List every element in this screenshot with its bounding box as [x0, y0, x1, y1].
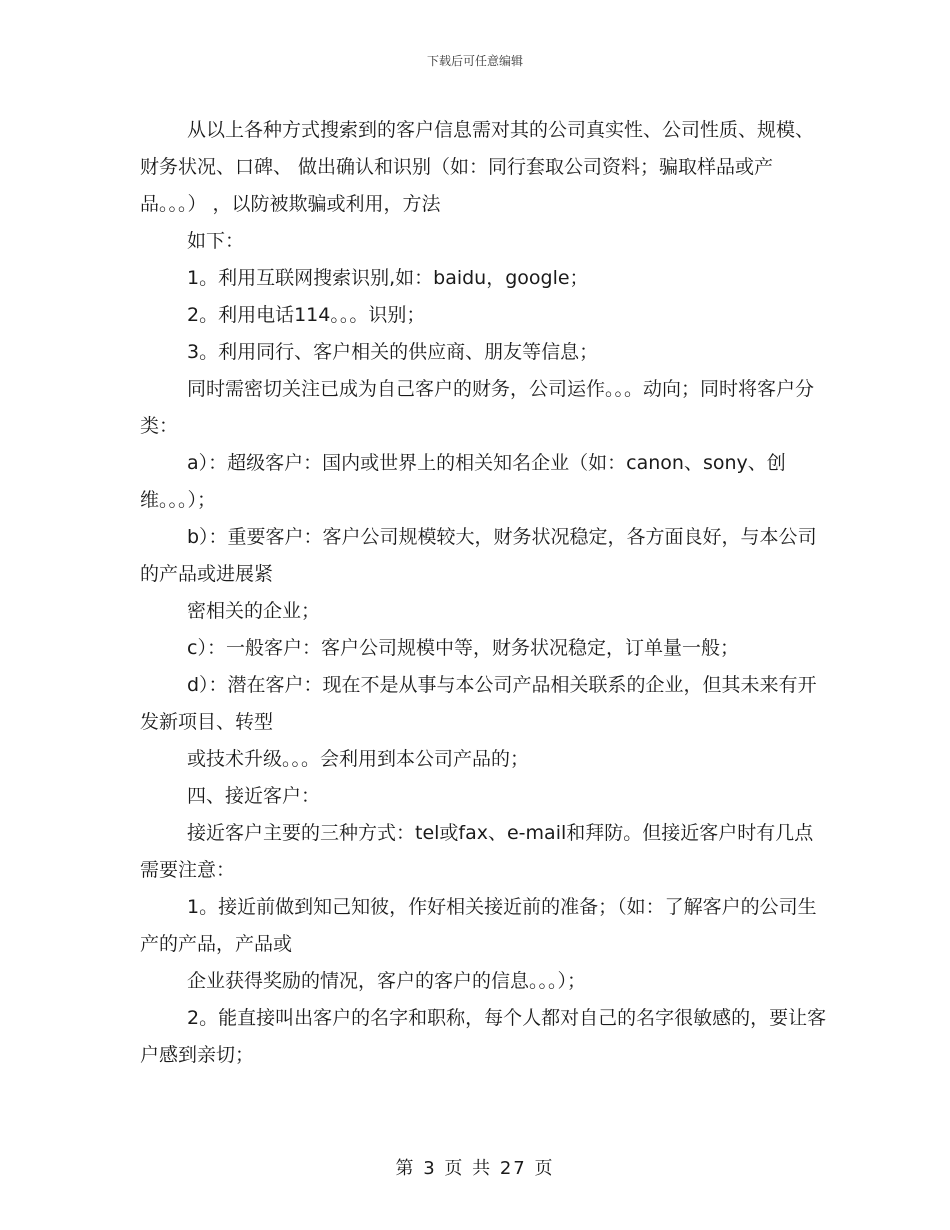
paragraph: 企业获得奖励的情况，客户的客户的信息。。。）； [187, 970, 587, 992]
paragraph: a）：超级客户：国内或世界上的相关知名企业（如：canon、sony、创维。。。）； [140, 452, 786, 511]
section-heading: 四、接近客户： [187, 785, 321, 807]
paragraph: b）：重要客户：客户公司规模较大，财务状况稳定，各方面良好，与本公司的产品或进展紧 [140, 526, 817, 585]
paragraph: d）：潜在客户：现在不是从事与本公司产品相关联系的企业，但其未来有开发新项目、转型 [140, 674, 817, 733]
page-number: 第 3 页 共 27 页 [395, 1158, 555, 1179]
paragraph: 2。能直接叫出客户的名字和职称，每个人都对自己的名字很敏感的，要让客户感到亲切； [140, 1007, 827, 1066]
page-header: 下载后可任意编辑 [426, 54, 523, 68]
paragraph: c）：一般客户：客户公司规模中等，财务状况稳定，订单量一般； [187, 637, 739, 659]
paragraph: 密相关的企业； [187, 600, 321, 622]
paragraph: 从以上各种方式搜索到的客户信息需对其的公司真实性、公司性质、规模、财务状况、口碑、 做出确认和识别（如：同行套取公司资料；骗取样品或产品。。。） ，以防被欺骗或利用，方法 [140, 119, 815, 215]
paragraph: 如下： [187, 230, 245, 252]
document-body [140, 112, 830, 1074]
paragraph: 1。利用互联网搜索识别,如：baidu，google； [187, 267, 589, 289]
paragraph: 接近客户主要的三种方式：tel或fax、e-mail和拜防。但接近客户时有几点需要注意： [140, 822, 814, 881]
paragraph: 同时需密切关注已成为自己客户的财务，公司运作。。。动向；同时将客户分类： [140, 378, 815, 437]
paragraph: 2。利用电话114。。。识别； [187, 304, 426, 326]
paragraph: 或技术升级。。。会利用到本公司产品的； [187, 748, 530, 770]
paragraph: 3。利用同行、客户相关的供应商、朋友等信息； [187, 341, 599, 363]
paragraph: 1。接近前做到知己知彼，作好相关接近前的准备；（如：了解客户的公司生产的产品，产品或 [140, 896, 817, 955]
